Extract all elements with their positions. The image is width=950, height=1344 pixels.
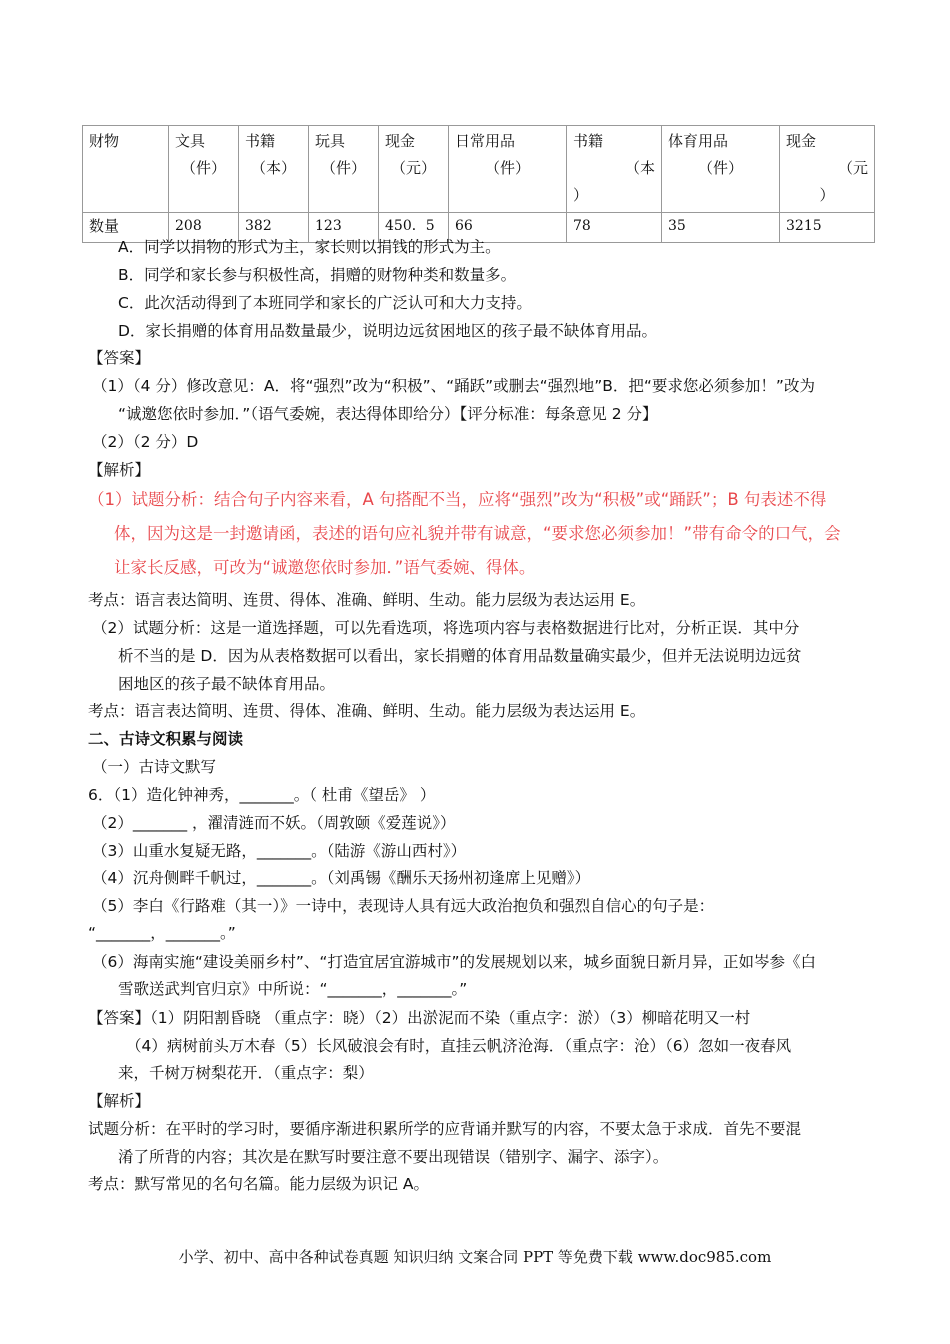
analysis-line: 淆了所背的内容；其次是在默写时要注意不要出现错误（错别字、漏字、添字）。 [118, 1148, 669, 1166]
analysis-red-line: 体，因为这是一封邀请函，表述的语句应礼貌并带有诚意，“要求您必须参加！”带有命令的口气，会 [114, 524, 841, 543]
table-cell: 208 [169, 213, 239, 243]
page-footer[interactable]: 小学、初中、高中各种试卷真题 知识归纳 文案合同 PPT 等免费下载 www.doc985.com [178, 1248, 772, 1266]
analysis-line: 试题分析：在平时的学习时，要循序渐进积累所学的应背诵并默写的内容，不要太急于求成．首先不要混 [88, 1120, 802, 1138]
row-label: 数量 [83, 213, 169, 243]
header-cell: 体育用品 （件） [662, 126, 780, 213]
table-header-row [83, 126, 875, 213]
analysis-red-line: （1）试题分析：结合句子内容来看，A 句搭配不当，应将“强烈”改为“积极”或“踊跃”；B 句表述不得 [88, 490, 827, 509]
table-cell: 66 [449, 213, 567, 243]
header-cell: 书籍 （本） [239, 126, 309, 213]
option-d: D．家长捐赠的体育用品数量最少，说明边远贫困地区的孩子最不缺体育用品。 [118, 322, 657, 340]
analysis-heading: 【解析】 [88, 461, 151, 479]
key-point: 考点：默写常见的名句名篇。能力层级为识记 A。 [88, 1175, 430, 1193]
table-cell: 382 [239, 213, 309, 243]
option-c: C．此次活动得到了本班同学和家长的广泛认可和大力支持。 [118, 294, 532, 312]
analysis-heading: 【解析】 [88, 1092, 151, 1110]
question-line: （6）海南实施“建设美丽乡村”、“打造宜居宜游城市”的发展规划以来，城乡面貌日新月异，正如岑参《白 [92, 953, 816, 971]
question-line: （5）李白《行路难（其一）》一诗中，表现诗人具有远大政治抱负和强烈自信心的句子是： [92, 897, 715, 915]
question-line: 6．（1）造化钟神秀，_______。（ 杜甫《望岳》 ） [88, 786, 436, 804]
table-cell: 35 [662, 213, 780, 243]
key-point: 考点：语言表达简明、连贯、得体、准确、鲜明、生动。能力层级为表达运用 E。 [88, 591, 646, 609]
answer-line: 来，千树万树梨花开．（重点字：梨） [118, 1064, 374, 1082]
analysis-line: 析不当的是 D．因为从表格数据可以看出，家长捐赠的体育用品数量确实最少，但并无法说明边远贫 [118, 647, 802, 665]
analysis-line: （2）试题分析：这是一道选择题，可以先看选项，将选项内容与表格数据进行比对，分析正误．其中分 [92, 619, 800, 637]
question-line: （4）沉舟侧畔千帆过，_______。（刘禹锡《酬乐天扬州初逢席上见赠》） [92, 869, 591, 887]
answer-line: （2）（2 分）D [92, 433, 199, 451]
answer-line: （1）（4 分）修改意见：A．将“强烈”改为“积极”、“踊跃”或删去“强烈地”B．把“要求您必须参加！”改为 [92, 377, 815, 395]
section-heading: 二、古诗文积累与阅读 [88, 730, 244, 748]
table-cell: 123 [309, 213, 379, 243]
question-line: “_______，_______。” [88, 924, 236, 942]
question-line: （3）山重水复疑无路，_______。（陆游《游山西村》） [92, 842, 467, 860]
header-cell: 现金 （元） [379, 126, 449, 213]
subsection-heading: （一）古诗文默写 [92, 758, 217, 776]
table-cell: 450．5 [379, 213, 449, 243]
donation-table [82, 125, 875, 243]
answer-line: （4）病树前头万木春（5）长风破浪会有时，直挂云帆济沧海．（重点字：沧）（6）忽如一夜春风 [126, 1037, 792, 1055]
key-point: 考点：语言表达简明、连贯、得体、准确、鲜明、生动。能力层级为表达运用 E。 [88, 702, 646, 720]
header-cell: 文具 （件） [169, 126, 239, 213]
table-cell: 3215 [780, 213, 875, 243]
table-cell: 78 [567, 213, 662, 243]
header-cell: 日常用品 （件） [449, 126, 567, 213]
header-cell: 现金 （元 ） [780, 126, 875, 213]
answer-heading: 【答案】 [88, 349, 151, 367]
header-cell: 玩具 （件） [309, 126, 379, 213]
question-line: 雪歌送武判官归京》中所说：“_______，_______。” [118, 980, 468, 998]
question-line: （2）_______ ，濯清涟而不妖。（周敦颐《爱莲说》） [92, 814, 456, 832]
answer-line: 【答案】（1）阴阳割昏晓 （重点字：晓）（2）出淤泥而不染（重点字：淤）（3）柳暗花明又一村 [88, 1009, 751, 1027]
analysis-red-line: 让家长反感，可改为“诚邀您依时参加．”语气委婉、得体。 [114, 558, 536, 577]
answer-line: “诚邀您依时参加．”（语气委婉，表达得体即给分）【评分标准：每条意见 2 分】 [118, 405, 658, 423]
analysis-line: 困地区的孩子最不缺体育用品。 [118, 675, 336, 693]
header-cell: 财物 [83, 126, 169, 213]
header-cell: 书籍 （本 ） [567, 126, 662, 213]
option-a: A．同学以捐物的形式为主，家长则以捐钱的形式为主。 [118, 238, 501, 256]
option-b: B．同学和家长参与积极性高，捐赠的财物种类和数量多。 [118, 266, 517, 284]
